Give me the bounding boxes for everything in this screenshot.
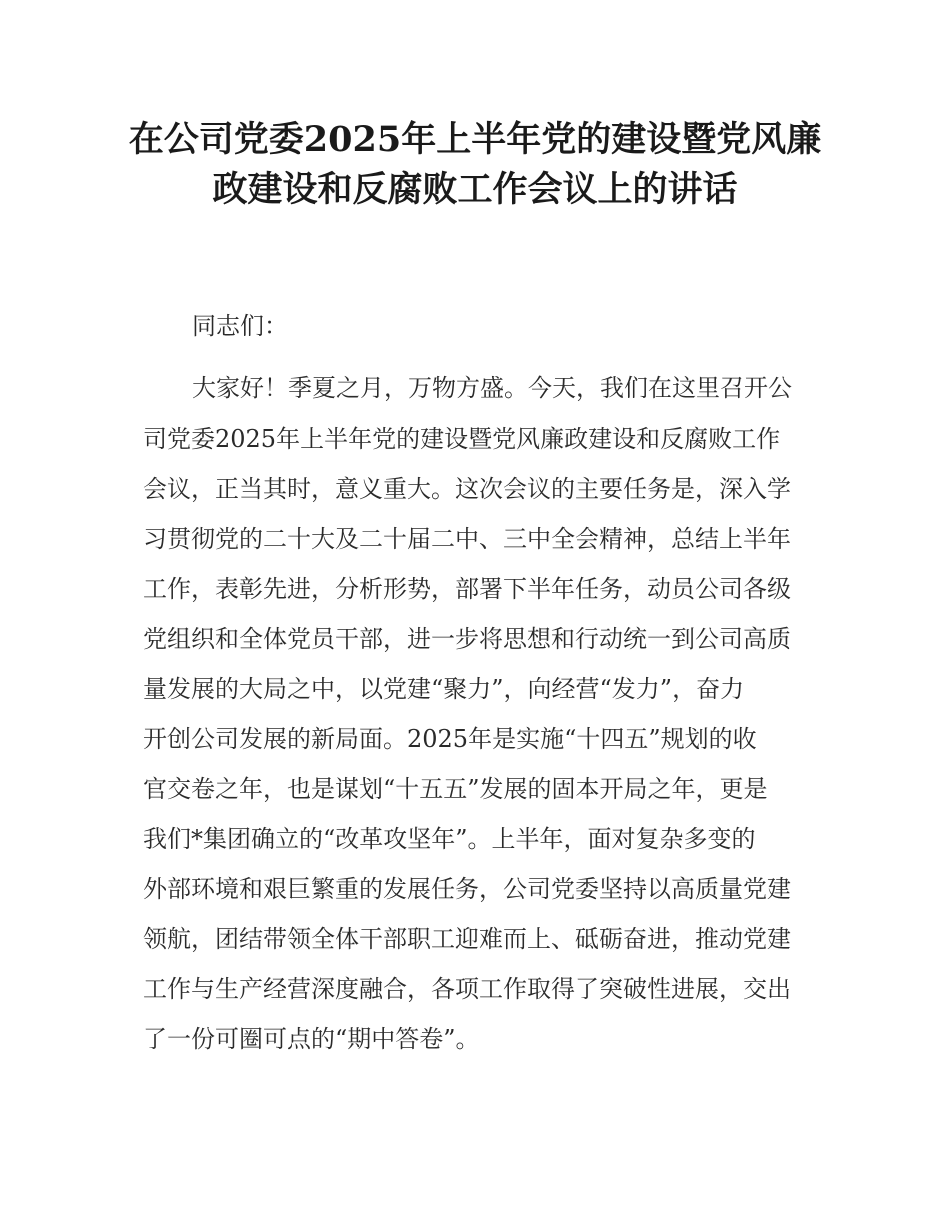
title-line-1: 在公司党委2025年上半年党的建设暨党风廉 bbox=[128, 119, 822, 160]
paragraph-line: 会议，正当其时，意义重大。这次会议的主要任务是，深入学 bbox=[143, 475, 791, 503]
paragraph-line: 大家好！季夏之月，万物方盛。今天，我们在这里召开公 bbox=[192, 374, 792, 402]
paragraph-line: 党组织和全体党员干部，进一步将思想和行动统一到公司高质 bbox=[143, 625, 791, 653]
paragraph-line: 习贯彻党的二十大及二十届二中、三中全会精神，总结上半年 bbox=[143, 525, 791, 553]
salutation: 同志们： bbox=[192, 312, 288, 340]
title-line-2: 政建设和反腐败工作会议上的讲话 bbox=[212, 169, 738, 210]
paragraph-line: 外部环境和艰巨繁重的发展任务，公司党委坚持以高质量党建 bbox=[143, 875, 791, 903]
paragraph-line: 领航，团结带领全体干部职工迎难而上、砥砺奋进，推动党建 bbox=[143, 925, 791, 953]
paragraph-line: 工作，表彰先进，分析形势，部署下半年任务，动员公司各级 bbox=[143, 575, 791, 603]
paragraph-line: 了一份可圈可点的“期中答卷”。 bbox=[143, 1025, 480, 1053]
paragraph-line: 工作与生产经营深度融合，各项工作取得了突破性进展，交出 bbox=[143, 975, 791, 1003]
paragraph-line: 我们*集团确立的“改革攻坚年”。上半年，面对复杂多变的 bbox=[143, 825, 756, 853]
paragraph-line: 开创公司发展的新局面。2025年是实施“十四五”规划的收 bbox=[143, 725, 757, 753]
paragraph-line: 司党委2025年上半年党的建设暨党风廉政建设和反腐败工作 bbox=[143, 425, 781, 453]
paragraph-line: 量发展的大局之中，以党建“聚力”，向经营“发力”，奋力 bbox=[143, 675, 745, 703]
paragraph-line: 官交卷之年，也是谋划“十五五”发展的固本开局之年，更是 bbox=[143, 775, 768, 803]
